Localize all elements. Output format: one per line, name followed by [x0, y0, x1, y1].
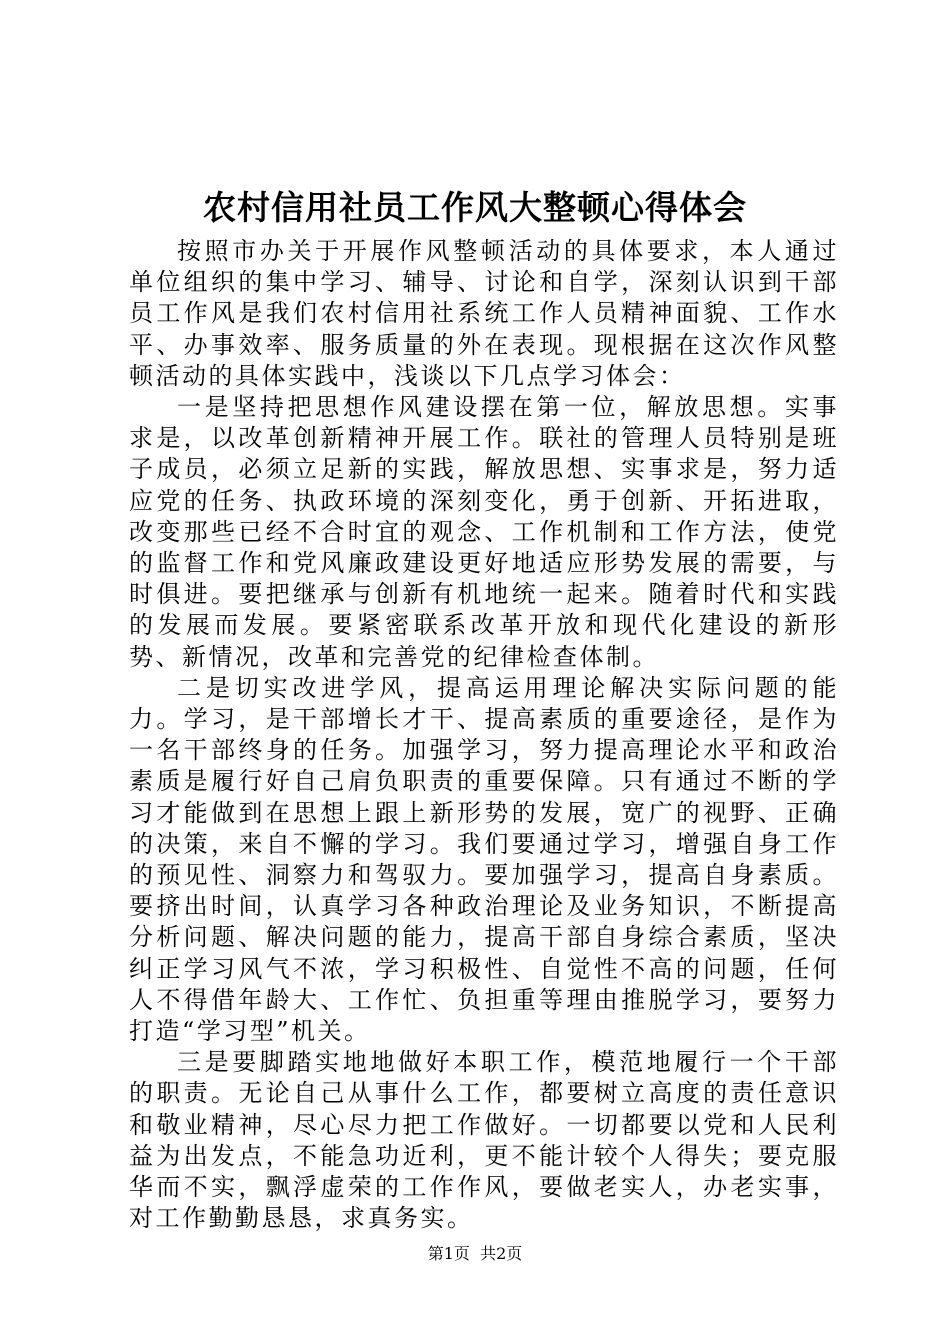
- page-footer: [0, 1243, 950, 1265]
- paragraph-point-one: 一是坚持把思想作风建设摆在第一位，解放思想。实事求是，以改革创新精神开展工作。联社的管理人员特别是班子成员，必须立足新的实践，解放思想、实事求是，努力适应党的任务、执政环境的深刻变化，勇于创新、开拓进取，改变那些已经不合时宜的观念、工作机制和工作方法，使党的监督工作和党风廉政建设更好地适应形势发展的需要，与时俱进。要把继承与创新有机地统一起来。随着时代和实践的发展而发展。要紧密联系改革开放和现代化建设的新形势、新情况，改革和完善党的纪律检查体制。: [129, 393, 839, 671]
- paragraph-point-two: 二是切实改进学风，提高运用理论解决实际问题的能力。学习，是干部增长才干、提高素质的重要途径，是作为一名干部终身的任务。加强学习，努力提高理论水平和政治素质是履行好自己肩负职责的重要保障。只有通过不断的学习才能做到在思想上跟上新形势的发展，宽广的视野、正确的决策，来自不懈的学习。我们要通过学习，增强自身工作的预见性、洞察力和驾驭力。要加强学习，提高自身素质。要挤出时间，认真学习各种政治理论及业务知识，不断提高分析问题、解决问题的能力，提高干部自身综合素质，坚决纠正学习风气不浓，学习积极性、自觉性不高的问题，任何人不得借年龄大、工作忙、负担重等理由推脱学习，要努力打造“学习型”机关。: [129, 673, 839, 1046]
- paragraph-point-three: 三是要脚踏实地地做好本职工作，模范地履行一个干部的职责。无论自己从事什么工作，都要树立高度的责任意识和敬业精神，尽心尽力把工作做好。一切都要以党和人民利益为出发点，不能急功近利，更不能计较个人得失；要克服华而不实，飘浮虚荣的工作作风，要做老实人，办老实事，对工作勤勤恳恳，求真务实。: [129, 1048, 839, 1233]
- document-body: [129, 236, 839, 1235]
- document-title: 农村信用社员工作风大整顿心得体会: [203, 188, 747, 227]
- paragraph-intro: 按照市办关于开展作风整顿活动的具体要求，本人通过单位组织的集中学习、辅导、讨论和自学，深刻认识到干部员工作风是我们农村信用社系统工作人员精神面貌、工作水平、办事效率、服务质量的外在表现。现根据在这次作风整顿活动的具体实践中，浅谈以下几点学习体会：: [129, 237, 839, 390]
- page-number-label: 第1页 共2页: [427, 1244, 523, 1263]
